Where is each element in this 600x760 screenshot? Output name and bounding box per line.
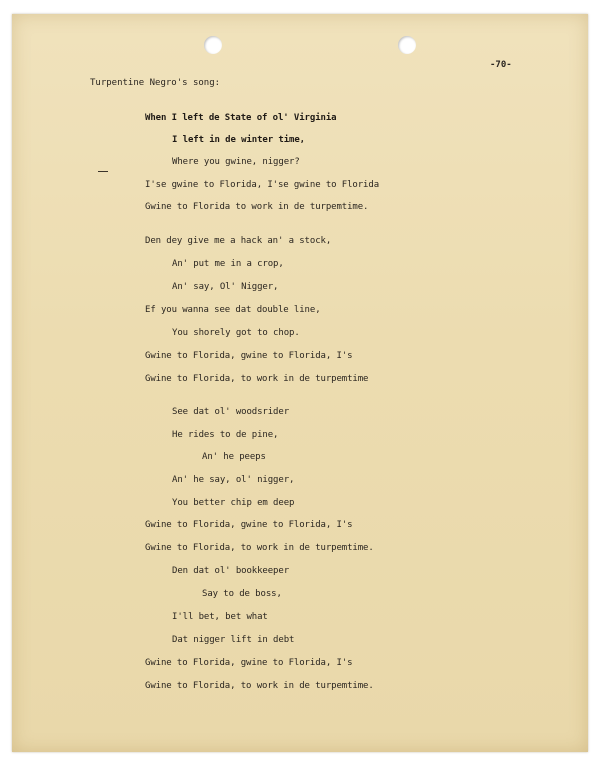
song-line: Where you gwine, nigger?: [172, 157, 300, 167]
song-line: Den dat ol' bookkeeper: [172, 566, 290, 576]
song-line: Say to de boss,: [202, 589, 282, 599]
song-line: You shorely got to chop.: [172, 328, 300, 338]
punch-hole-left: [204, 36, 222, 54]
song-line: An' say, Ol' Nigger,: [172, 282, 279, 292]
song-line: Gwine to Florida, to work in de turpemtime.: [145, 681, 374, 691]
song-line: He rides to de pine,: [172, 430, 279, 440]
song-line: Gwine to Florida, gwine to Florida, I's: [145, 520, 353, 530]
song-line: Gwine to Florida, to work in de turpemtime.: [145, 543, 374, 553]
song-line: Gwine to Florida, gwine to Florida, I's: [145, 658, 353, 668]
song-line: An' he say, ol' nigger,: [172, 475, 295, 485]
song-line: I left in de winter time,: [172, 135, 305, 145]
page-heading: Turpentine Negro's song:: [90, 78, 221, 88]
song-line: When I left de State of ol' Virginia: [145, 113, 337, 123]
song-line: Den dey give me a hack an' a stock,: [145, 236, 332, 246]
margin-dash-mark: [98, 171, 108, 172]
page-number: -70-: [490, 60, 512, 70]
song-line: Gwine to Florida, gwine to Florida, I's: [145, 351, 353, 361]
song-line: See dat ol' woodsrider: [172, 407, 290, 417]
song-line: Ef you wanna see dat double line,: [145, 305, 321, 315]
song-line: Gwine to Florida to work in de turpemtime.: [145, 202, 369, 212]
song-line: An' put me in a crop,: [172, 259, 284, 269]
song-line: An' he peeps: [202, 452, 266, 462]
song-line: I'se gwine to Florida, I'se gwine to Florida: [145, 180, 380, 190]
song-line: Gwine to Florida, to work in de turpemtime: [145, 374, 369, 384]
punch-hole-right: [398, 36, 416, 54]
song-line: Dat nigger lift in debt: [172, 635, 295, 645]
typewritten-page: [12, 14, 588, 752]
song-line: I'll bet, bet what: [172, 612, 268, 622]
song-line: You better chip em deep: [172, 498, 295, 508]
